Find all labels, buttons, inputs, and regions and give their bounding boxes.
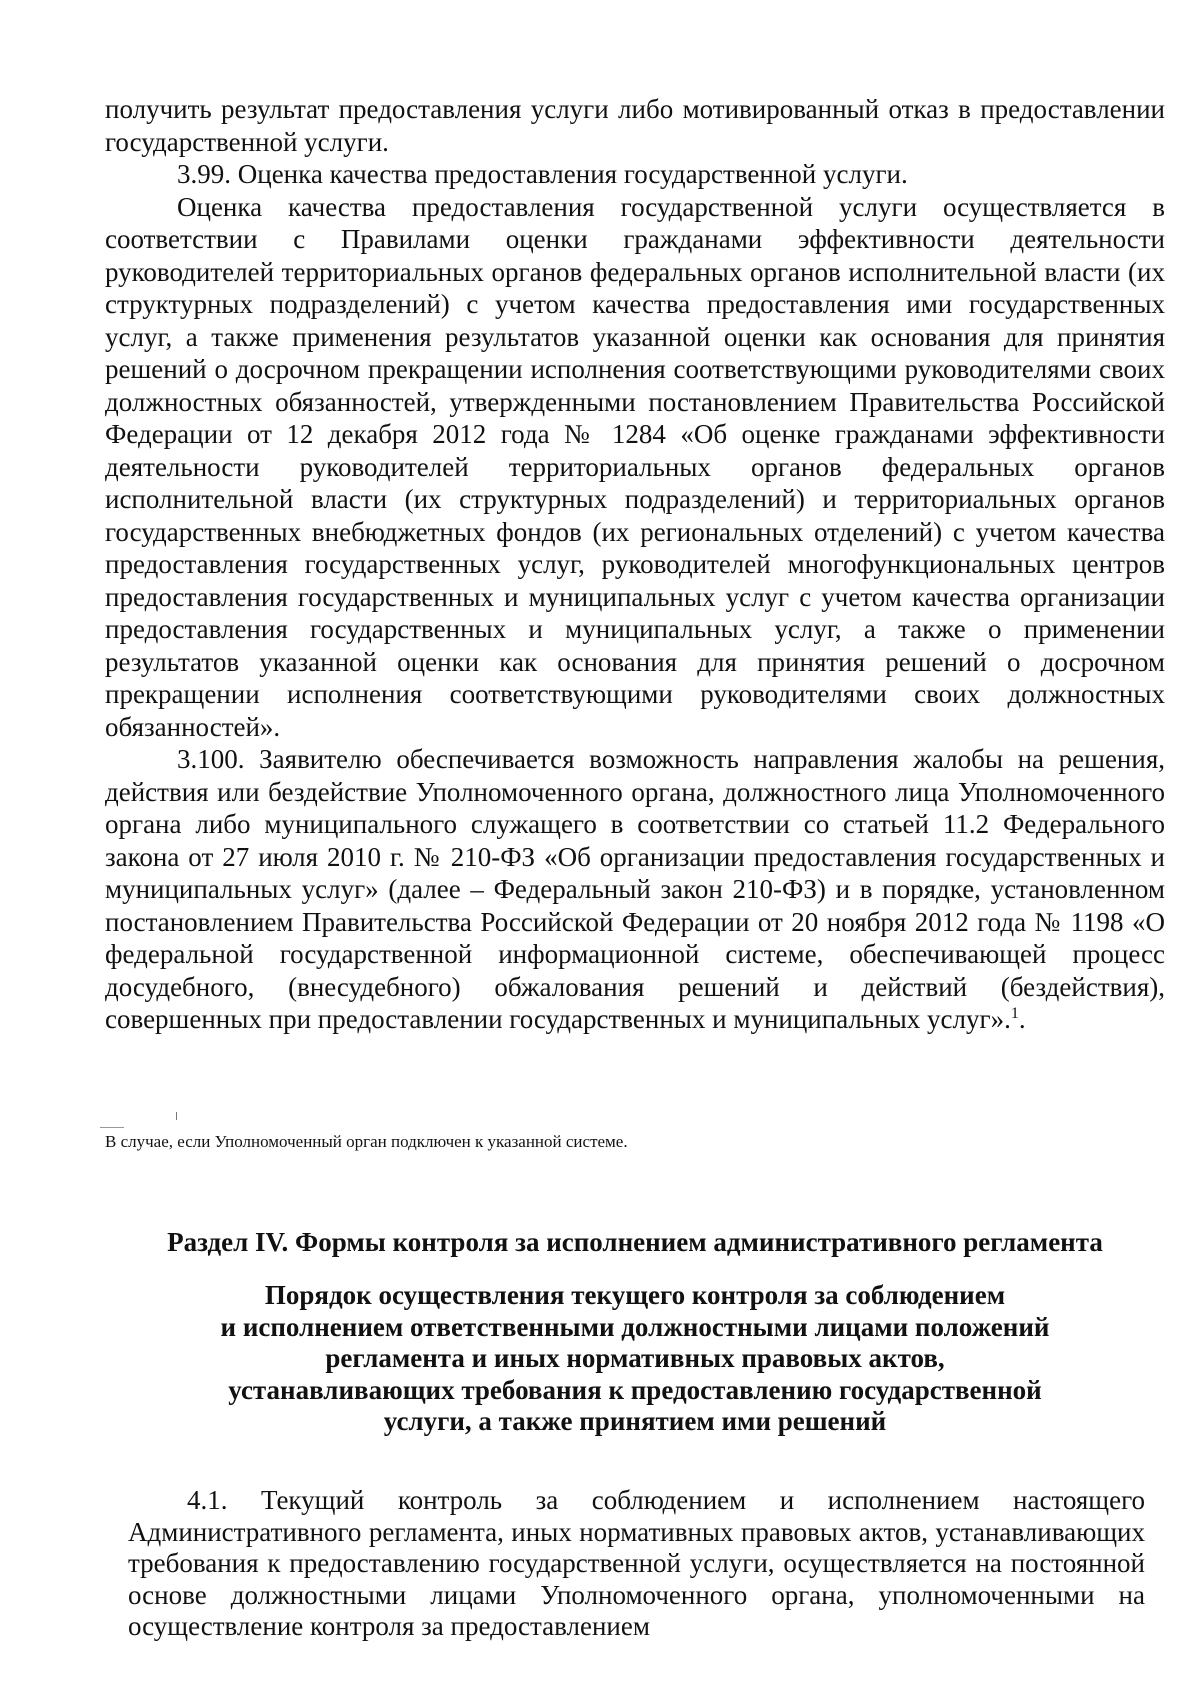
- paragraph-3-100-text: 3.100. Заявителю обеспечивается возможность направления жалобы на решения, действия или бездействие Уполномоченного органа, должностного лица Уполномоченного органа либо муниципального служащего в соответствии со статьей 11.2 Федерального закона от 27 июля 2010 г. № 210-ФЗ «Об организации предоставления государственных и муниципальных услуг» (далее – Федеральный закон 210-ФЗ) и в порядке, установленном постановлением Правительства Российской Федерации от 20 ноября 2012 года № 1198 «О федеральной государственной информационной системе, обеспечивающей процесс досудебного, (внесудебного) обжалования решений и действий (бездействия), совершенных при предоставлении государственных и муниципальных услуг».: [105, 744, 1165, 1034]
- section-iv-subtitle: [155, 1280, 1115, 1438]
- paragraph-intro: получить результат предоставления услуги либо мотивированный отказ в предоставлении государственной услуги.: [105, 94, 1165, 157]
- footnote-reference: 1: [1010, 1005, 1019, 1022]
- footnote-tick-mark: [176, 1112, 177, 1120]
- subtitle-line: услуги, а также принятием ими решений: [383, 1406, 887, 1436]
- subtitle-line: регламента и иных нормативных правовых актов,: [325, 1343, 945, 1373]
- paragraph-3-99-heading: 3.99. Оценка качества предоставления государственной услуги.: [177, 159, 908, 189]
- footnote-text: В случае, если Уполномоченный орган подключен к указанной системе.: [105, 1132, 628, 1151]
- subtitle-line: Порядок осуществления текущего контроля за соблюдением: [264, 1280, 1006, 1310]
- subtitle-line: устанавливающих требования к предоставлению государственной: [228, 1374, 1042, 1405]
- paragraph-3-100: 3.100. Заявителю обеспечивается возможность направления жалобы на решения, действия или бездействие Уполномоченного органа, должностного лица Уполномоченного органа либо муниципального служащего в соответствии со статьей 11.2 Федерального закона от 27 июля 2010 г. № 210-ФЗ «Об организации предоставления государственных и муниципальных услуг» (далее – Федеральный закон 210-ФЗ) и в порядке, установленном постановлением Правительства Российской Федерации от 20 ноября 2012 года № 1198 «О федеральной государственной информационной системе, обеспечивающей процесс досудебного, (внесудебного) обжалования решений и действий (бездействия), совершенных при предоставлении государственных и муниципальных услуг».$^1$.: [105, 744, 1165, 1034]
- main-text-block: [105, 93, 1165, 1036]
- paragraph-3-99-text: Оценка качества предоставления государственной услуги осуществляется в соответствии с Правилами оценки гражданами эффективности деятельности руководителей территориальных органов федеральных органов исполнительной власти (их структурных подразделений) с учетом качества предоставления ими государственных услуг, а также применения результатов указанной оценки как основания для принятия решений о досрочном прекращении исполнения соответствующими руководителями своих должностных обязанностей, утвержденными постановлением Правительства Российской Федерации от 12 декабря 2012 года № 1284 «Об оценке гражданами эффективности деятельности руководителей территориальных органов федеральных органов исполнительной власти (их структурных подразделений) и территориальных органов государственных внебюджетных фондов (их региональных отделений) с учетом качества предоставления государственных услуг, руководителей многофункциональных центров предоставления государственных и муниципальных услуг с учетом качества организации предоставления государственных и муниципальных услуг, а также о применении результатов указанной оценки как основания для принятия решений о досрочном прекращении исполнения соответствующими руководителями своих должностных обязанностей».: [105, 191, 1165, 742]
- paragraph-4-1: 4.1. Текущий контроль за соблюдением и исполнением настоящего Административного регламента, иных нормативных правовых актов, устанавливающих требования к предоставлению государственной услуги, осуществляется на постоянной основе должностными лицами Уполномоченного органа, уполномоченными на осуществление контроля за предоставлением: [128, 1485, 1145, 1641]
- section-iv-title: Раздел IV. Формы контроля за исполнением административного регламента: [167, 1227, 1103, 1257]
- section-iv-text-block: [128, 1485, 1145, 1643]
- footnote-separator: [100, 1127, 124, 1128]
- subtitle-line: и исполнением ответственными должностными лицами положений: [220, 1311, 1050, 1342]
